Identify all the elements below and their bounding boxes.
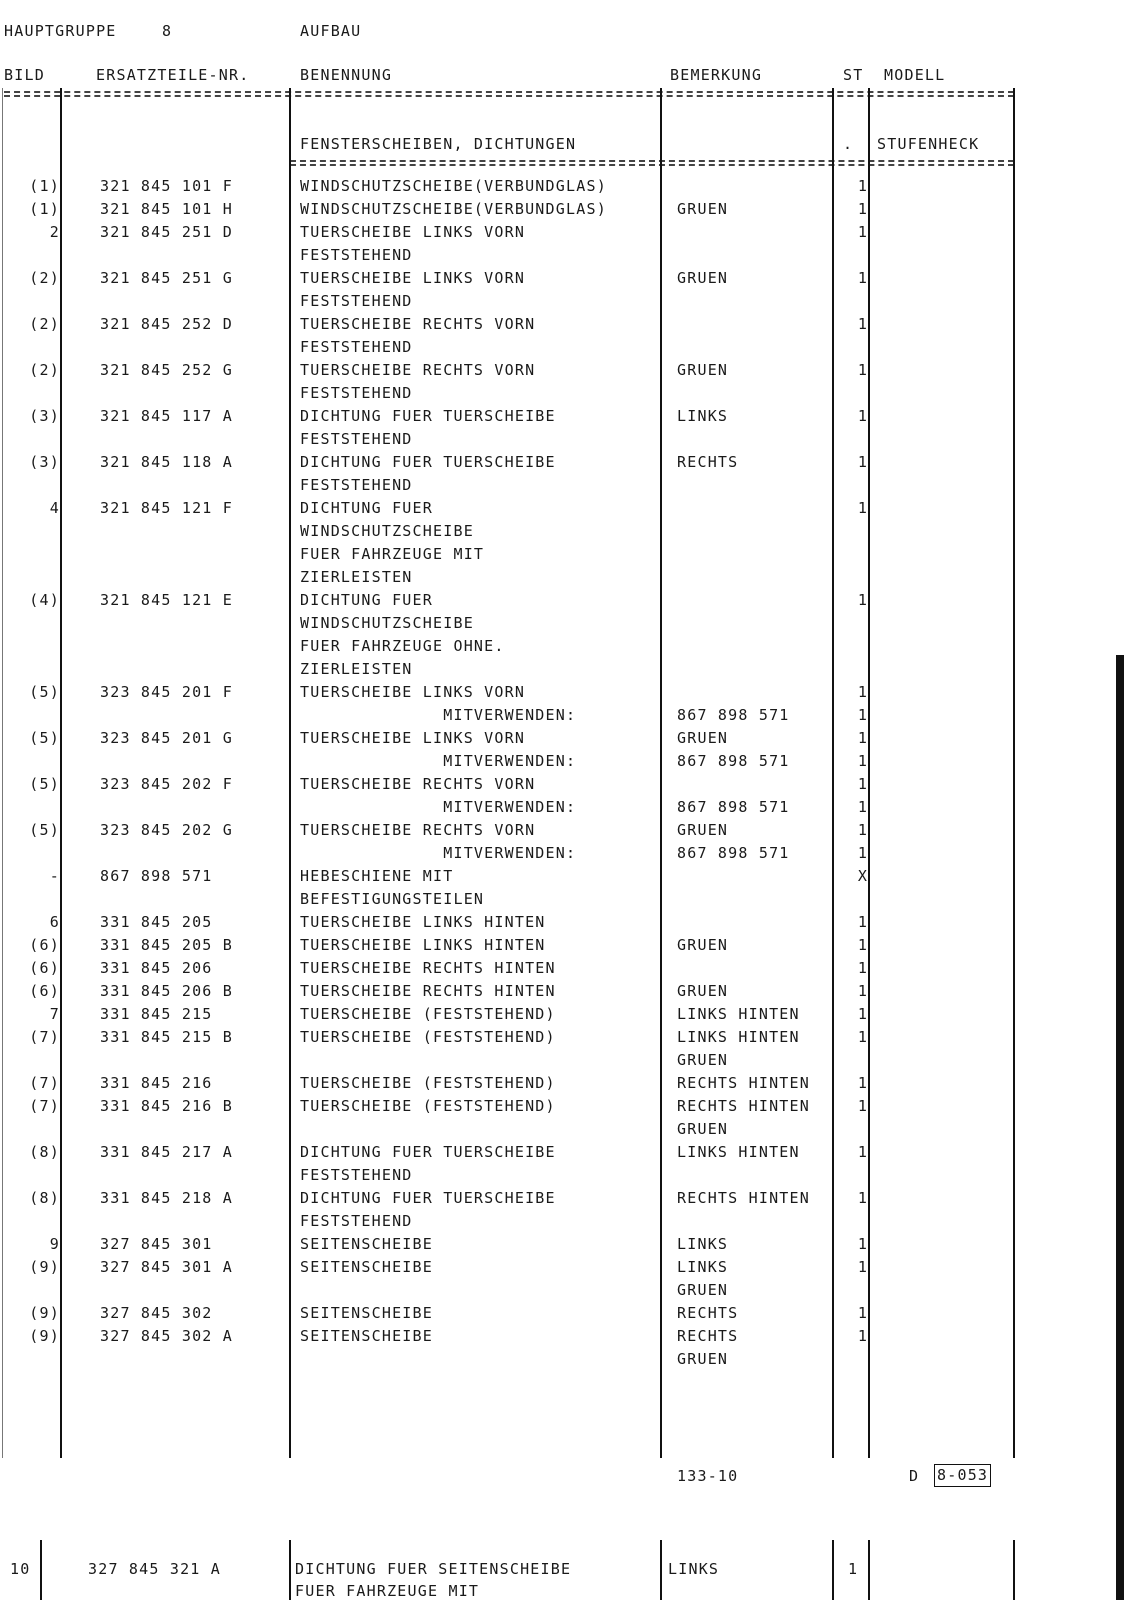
table-row [0, 1256, 1040, 1279]
table-row [0, 175, 1040, 198]
col-header-modell: MODELL [884, 66, 946, 84]
quantity-cell: 1 [857, 1074, 869, 1092]
table-row [0, 1187, 1040, 1210]
table-row [0, 313, 1040, 336]
bild-cell: (1) [29, 200, 60, 218]
part-number-cell: 327 845 301 A [100, 1258, 233, 1276]
quantity-cell: 1 [857, 453, 869, 471]
table-row [0, 727, 1040, 750]
bemerkung-cell: 867 898 571 [677, 706, 790, 724]
benennung-cell: DICHTUNG FUER TUERSCHEIBE [300, 1189, 556, 1207]
quantity-cell: 1 [857, 1028, 869, 1046]
table-row [0, 1003, 1040, 1026]
bild-cell: (5) [29, 729, 60, 747]
part-number-cell: 323 845 202 F [100, 775, 233, 793]
col-header-st: ST [843, 66, 864, 84]
benennung-cell: TUERSCHEIBE RECHTS VORN [300, 775, 536, 793]
benennung-cell: WINDSCHUTZSCHEIBE(VERBUNDGLAS) [300, 177, 607, 195]
bild-cell: (5) [29, 775, 60, 793]
part-number-cell: 331 845 205 [100, 913, 213, 931]
col-header-bemerkung: BEMERKUNG [670, 66, 763, 84]
table-row [0, 842, 1040, 865]
bemerkung-cell: 867 898 571 [677, 844, 790, 862]
bemerkung-cell: LINKS HINTEN [677, 1143, 800, 1161]
benennung-cell: FESTSTEHEND [300, 476, 413, 494]
bild-cell: (3) [29, 453, 60, 471]
part-number-cell: 321 845 252 D [100, 315, 233, 333]
table-row [0, 1210, 1040, 1233]
quantity-cell: 1 [857, 1258, 869, 1276]
part-number-cell: 321 845 101 H [100, 200, 233, 218]
page-code-box: 8-053 [934, 1464, 991, 1487]
table-row [0, 244, 1040, 267]
table-row [0, 1049, 1040, 1072]
part-number-cell: 321 845 121 F [100, 499, 233, 517]
table-row [0, 336, 1040, 359]
benennung-cell: TUERSCHEIBE LINKS VORN [300, 683, 526, 701]
benennung-cell: MITVERWENDEN: [300, 752, 577, 770]
quantity-cell: 1 [857, 821, 869, 839]
benennung-cell: WINDSCHUTZSCHEIBE [300, 614, 474, 632]
bild-cell: (1) [29, 177, 60, 195]
bild-cell: (9) [29, 1258, 60, 1276]
section-st: . [843, 135, 854, 153]
col-header-bild: BILD [4, 66, 45, 84]
quantity-cell: 1 [857, 683, 869, 701]
table-row [0, 1302, 1040, 1325]
part-number-cell: 331 845 216 B [100, 1097, 233, 1115]
np-divider-st [868, 1540, 870, 1600]
bemerkung-cell: RECHTS HINTEN [677, 1189, 810, 1207]
quantity-cell: 1 [857, 706, 869, 724]
bild-cell: (9) [29, 1304, 60, 1322]
quantity-cell: X [857, 867, 869, 885]
table-row [0, 543, 1040, 566]
quantity-cell: 1 [857, 361, 869, 379]
part-number-cell: 323 845 201 F [100, 683, 233, 701]
benennung-cell: DICHTUNG FUER TUERSCHEIBE [300, 453, 556, 471]
table-row [0, 658, 1040, 681]
table-row [0, 911, 1040, 934]
table-row [0, 359, 1040, 382]
table-row [0, 888, 1040, 911]
bemerkung-cell: GRUEN [677, 1281, 729, 1299]
part-number-cell: 331 845 216 [100, 1074, 213, 1092]
part-number-cell: 331 845 206 [100, 959, 213, 977]
scan-edge [1116, 655, 1124, 1600]
part-number-cell: 321 845 252 G [100, 361, 233, 379]
benennung-cell: DICHTUNG FUER [300, 591, 433, 609]
bemerkung-cell: 867 898 571 [677, 752, 790, 770]
np-part-number: 327 845 321 A [88, 1560, 221, 1578]
benennung-cell: FESTSTEHEND [300, 1166, 413, 1184]
quantity-cell: 1 [857, 1189, 869, 1207]
part-number-cell: 331 845 215 B [100, 1028, 233, 1046]
benennung-cell: TUERSCHEIBE RECHTS VORN [300, 361, 536, 379]
benennung-cell: FESTSTEHEND [300, 1212, 413, 1230]
benennung-cell: WINDSCHUTZSCHEIBE [300, 522, 474, 540]
benennung-cell: SEITENSCHEIBE [300, 1327, 433, 1345]
table-row [0, 1348, 1040, 1371]
table-row [0, 681, 1040, 704]
part-number-cell: 321 845 117 A [100, 407, 233, 425]
quantity-cell: 1 [857, 752, 869, 770]
bild-cell: (3) [29, 407, 60, 425]
table-row [0, 1026, 1040, 1049]
part-number-cell: 321 845 101 F [100, 177, 233, 195]
bemerkung-cell: GRUEN [677, 1051, 729, 1069]
quantity-cell: 1 [857, 844, 869, 862]
page-reference: 133-10 [677, 1467, 739, 1485]
benennung-cell: TUERSCHEIBE LINKS HINTEN [300, 913, 546, 931]
bemerkung-cell: LINKS HINTEN [677, 1005, 800, 1023]
benennung-cell: TUERSCHEIBE LINKS HINTEN [300, 936, 546, 954]
table-row [0, 612, 1040, 635]
np-divider-ben [660, 1540, 662, 1600]
table-row [0, 750, 1040, 773]
bild-cell: (7) [29, 1028, 60, 1046]
benennung-cell: TUERSCHEIBE LINKS VORN [300, 729, 526, 747]
benennung-cell: TUERSCHEIBE LINKS VORN [300, 269, 526, 287]
benennung-cell: SEITENSCHEIBE [300, 1235, 433, 1253]
col-header-ersatzteile-nr: ERSATZTEILE-NR. [96, 66, 250, 84]
np-benennung-2: FUER FAHRZEUGE MIT [295, 1582, 480, 1600]
part-number-cell: 327 845 302 [100, 1304, 213, 1322]
bemerkung-cell: LINKS [677, 407, 729, 425]
quantity-cell: 1 [857, 1005, 869, 1023]
benennung-cell: DICHTUNG FUER TUERSCHEIBE [300, 407, 556, 425]
part-number-cell: 321 845 118 A [100, 453, 233, 471]
table-row [0, 635, 1040, 658]
np-divider-bild [40, 1540, 42, 1600]
quantity-cell: 1 [857, 269, 869, 287]
table-row [0, 451, 1040, 474]
np-divider-bem [832, 1540, 834, 1600]
quantity-cell: 1 [857, 407, 869, 425]
bild-cell: 9 [49, 1235, 60, 1253]
bild-cell: (6) [29, 936, 60, 954]
bild-cell: (2) [29, 361, 60, 379]
bemerkung-cell: GRUEN [677, 821, 729, 839]
benennung-cell: ZIERLEISTEN [300, 660, 413, 678]
quantity-cell: 1 [857, 499, 869, 517]
bemerkung-cell: RECHTS HINTEN [677, 1097, 810, 1115]
bild-cell: (9) [29, 1327, 60, 1345]
quantity-cell: 1 [857, 591, 869, 609]
hauptgruppe-value: 8 [162, 22, 173, 40]
quantity-cell: 1 [857, 1235, 869, 1253]
bild-cell: (6) [29, 982, 60, 1000]
benennung-cell: ZIERLEISTEN [300, 568, 413, 586]
bild-cell: (4) [29, 591, 60, 609]
table-row [0, 198, 1040, 221]
bemerkung-cell: GRUEN [677, 936, 729, 954]
section-separator [290, 160, 1014, 166]
bild-cell: (2) [29, 315, 60, 333]
section-modell: STUFENHECK [877, 135, 980, 153]
bemerkung-cell: RECHTS [677, 453, 739, 471]
quantity-cell: 1 [857, 1097, 869, 1115]
bild-cell: (7) [29, 1074, 60, 1092]
part-number-cell: 331 845 217 A [100, 1143, 233, 1161]
quantity-cell: 1 [857, 982, 869, 1000]
part-number-cell: 331 845 206 B [100, 982, 233, 1000]
table-row [0, 566, 1040, 589]
part-number-cell: 331 845 215 [100, 1005, 213, 1023]
section-title: FENSTERSCHEIBEN, DICHTUNGEN [300, 135, 577, 153]
bemerkung-cell: RECHTS [677, 1327, 739, 1345]
np-bild: 10 [10, 1560, 31, 1578]
bemerkung-cell: RECHTS [677, 1304, 739, 1322]
bemerkung-cell: GRUEN [677, 269, 729, 287]
bemerkung-cell: LINKS [677, 1258, 729, 1276]
bemerkung-cell: RECHTS HINTEN [677, 1074, 810, 1092]
part-number-cell: 867 898 571 [100, 867, 213, 885]
benennung-cell: WINDSCHUTZSCHEIBE(VERBUNDGLAS) [300, 200, 607, 218]
quantity-cell: 1 [857, 200, 869, 218]
quantity-cell: 1 [857, 775, 869, 793]
quantity-cell: 1 [857, 1327, 869, 1345]
table-row [0, 1233, 1040, 1256]
part-number-cell: 321 845 121 E [100, 591, 233, 609]
benennung-cell: MITVERWENDEN: [300, 706, 577, 724]
benennung-cell: FESTSTEHEND [300, 384, 413, 402]
bemerkung-cell: LINKS HINTEN [677, 1028, 800, 1046]
part-number-cell: 327 845 302 A [100, 1327, 233, 1345]
quantity-cell: 1 [857, 936, 869, 954]
part-number-cell: 323 845 202 G [100, 821, 233, 839]
table-row [0, 1095, 1040, 1118]
benennung-cell: TUERSCHEIBE (FESTSTEHEND) [300, 1074, 556, 1092]
benennung-cell: TUERSCHEIBE RECHTS VORN [300, 315, 536, 333]
quantity-cell: 1 [857, 959, 869, 977]
benennung-cell: TUERSCHEIBE LINKS VORN [300, 223, 526, 241]
table-row [0, 1141, 1040, 1164]
bild-cell: (8) [29, 1143, 60, 1161]
np-divider-nr [289, 1540, 291, 1600]
quantity-cell: 1 [857, 1143, 869, 1161]
bemerkung-cell: LINKS [677, 1235, 729, 1253]
table-row [0, 957, 1040, 980]
table-row [0, 773, 1040, 796]
bild-cell: (6) [29, 959, 60, 977]
bemerkung-cell: GRUEN [677, 1120, 729, 1138]
table-row [0, 1072, 1040, 1095]
np-right-border [1013, 1540, 1015, 1600]
table-row [0, 1325, 1040, 1348]
benennung-cell: FESTSTEHEND [300, 338, 413, 356]
bild-cell: 4 [49, 499, 60, 517]
table-row [0, 1164, 1040, 1187]
table-row [0, 428, 1040, 451]
bemerkung-cell: GRUEN [677, 729, 729, 747]
bild-cell: 7 [49, 1005, 60, 1023]
table-row [0, 1118, 1040, 1141]
benennung-cell: TUERSCHEIBE RECHTS HINTEN [300, 959, 556, 977]
benennung-cell: FESTSTEHEND [300, 292, 413, 310]
table-row [0, 267, 1040, 290]
benennung-cell: DICHTUNG FUER TUERSCHEIBE [300, 1143, 556, 1161]
quantity-cell: 1 [857, 223, 869, 241]
benennung-cell: SEITENSCHEIBE [300, 1304, 433, 1322]
header-separator [4, 91, 1014, 97]
quantity-cell: 1 [857, 1304, 869, 1322]
benennung-cell: BEFESTIGUNGSTEILEN [300, 890, 485, 908]
bemerkung-cell: GRUEN [677, 200, 729, 218]
col-header-benennung: BENENNUNG [300, 66, 393, 84]
part-number-cell: 321 845 251 D [100, 223, 233, 241]
table-row [0, 221, 1040, 244]
bild-cell: 6 [49, 913, 60, 931]
np-st: 1 [848, 1560, 859, 1578]
part-number-cell: 321 845 251 G [100, 269, 233, 287]
benennung-cell: MITVERWENDEN: [300, 798, 577, 816]
quantity-cell: 1 [857, 798, 869, 816]
benennung-cell: HEBESCHIENE MIT [300, 867, 454, 885]
bild-cell: (8) [29, 1189, 60, 1207]
bild-cell: - [49, 867, 60, 885]
benennung-cell: TUERSCHEIBE (FESTSTEHEND) [300, 1028, 556, 1046]
part-number-cell: 331 845 205 B [100, 936, 233, 954]
table-row [0, 405, 1040, 428]
benennung-cell: DICHTUNG FUER [300, 499, 433, 517]
table-row [0, 796, 1040, 819]
bild-cell: (7) [29, 1097, 60, 1115]
table-row [0, 819, 1040, 842]
benennung-cell: FUER FAHRZEUGE MIT [300, 545, 485, 563]
benennung-cell: MITVERWENDEN: [300, 844, 577, 862]
bemerkung-cell: GRUEN [677, 982, 729, 1000]
table-row [0, 1279, 1040, 1302]
bild-cell: (5) [29, 683, 60, 701]
table-row [0, 704, 1040, 727]
benennung-cell: TUERSCHEIBE RECHTS HINTEN [300, 982, 556, 1000]
hauptgruppe-label: HAUPTGRUPPE [4, 22, 117, 40]
bemerkung-cell: 867 898 571 [677, 798, 790, 816]
benennung-cell: TUERSCHEIBE (FESTSTEHEND) [300, 1005, 556, 1023]
table-row [0, 589, 1040, 612]
bild-cell: (5) [29, 821, 60, 839]
benennung-cell: FESTSTEHEND [300, 430, 413, 448]
code-prefix: D [909, 1467, 920, 1485]
benennung-cell: TUERSCHEIBE (FESTSTEHEND) [300, 1097, 556, 1115]
bild-cell: (2) [29, 269, 60, 287]
table-row [0, 865, 1040, 888]
table-row [0, 497, 1040, 520]
part-number-cell: 323 845 201 G [100, 729, 233, 747]
benennung-cell: FESTSTEHEND [300, 246, 413, 264]
table-row [0, 520, 1040, 543]
np-bemerkung: LINKS [668, 1560, 720, 1578]
quantity-cell: 1 [857, 177, 869, 195]
quantity-cell: 1 [857, 315, 869, 333]
table-row [0, 934, 1040, 957]
table-row [0, 980, 1040, 1003]
table-row [0, 290, 1040, 313]
part-number-cell: 327 845 301 [100, 1235, 213, 1253]
quantity-cell: 1 [857, 729, 869, 747]
bemerkung-cell: GRUEN [677, 361, 729, 379]
bemerkung-cell: GRUEN [677, 1350, 729, 1368]
group-title: AUFBAU [300, 22, 362, 40]
benennung-cell: SEITENSCHEIBE [300, 1258, 433, 1276]
part-number-cell: 331 845 218 A [100, 1189, 233, 1207]
table-row [0, 474, 1040, 497]
benennung-cell: TUERSCHEIBE RECHTS VORN [300, 821, 536, 839]
bild-cell: 2 [49, 223, 60, 241]
quantity-cell: 1 [857, 913, 869, 931]
table-row [0, 382, 1040, 405]
benennung-cell: FUER FAHRZEUGE OHNE. [300, 637, 505, 655]
np-benennung-1: DICHTUNG FUER SEITENSCHEIBE [295, 1560, 572, 1578]
